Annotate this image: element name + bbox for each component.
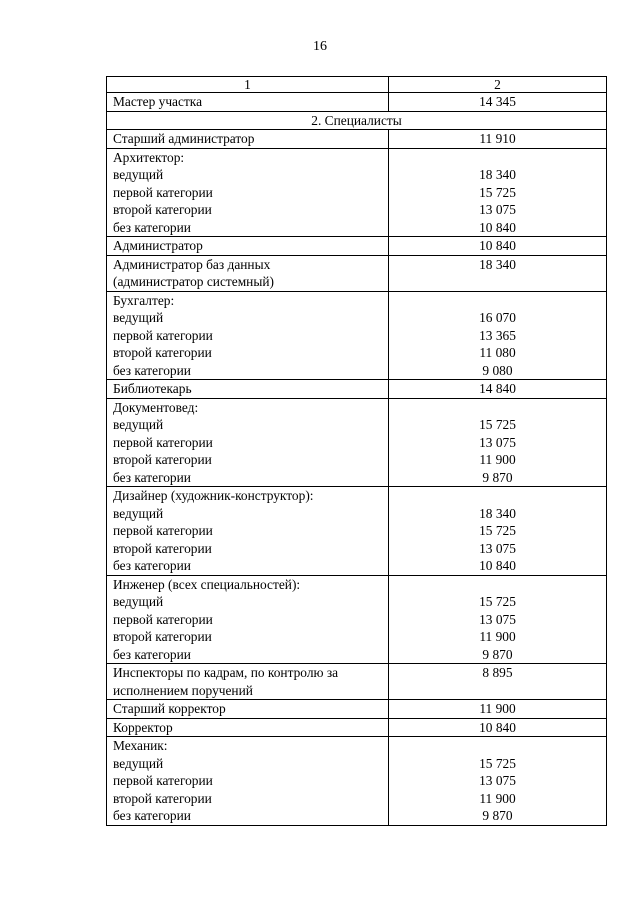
- salary-cell: [389, 700, 607, 719]
- salary-value: [389, 292, 606, 310]
- position-line: первой категории: [113, 611, 213, 627]
- table-header-row: [107, 77, 607, 93]
- salary-value: 8 895: [482, 665, 513, 680]
- salary-cell: [389, 237, 607, 256]
- header-col-1: 1: [107, 77, 389, 93]
- salary-value: 13 075: [479, 202, 516, 217]
- position-cell: [107, 398, 389, 487]
- position-cell: [107, 148, 389, 237]
- position-cell: [107, 575, 389, 664]
- section-title: 2. Специалисты: [107, 111, 607, 130]
- position-line: второй категории: [113, 345, 212, 360]
- salary-value: 11 900: [479, 701, 516, 716]
- position-line: Бухгалтер:: [113, 292, 175, 308]
- salary-value: 11 910: [479, 131, 516, 146]
- position-line: без категории: [113, 646, 191, 662]
- position-line: Механик:: [113, 738, 168, 753]
- salary-cell: [389, 130, 607, 149]
- salary-value: [389, 399, 606, 417]
- salary-value: 10 840: [479, 238, 516, 253]
- position-line: Документовед:: [113, 399, 199, 415]
- position-line: без категории: [113, 558, 191, 573]
- salary-value: 18 340: [479, 256, 516, 272]
- position-cell: [107, 130, 389, 149]
- position-cell: [107, 487, 389, 576]
- salary-value: 15 725: [479, 755, 516, 771]
- section-row: [107, 111, 607, 130]
- position-line: Мастер участка: [113, 94, 203, 109]
- position-cell: [107, 237, 389, 256]
- salary-value: 11 080: [479, 345, 516, 360]
- position-line: второй категории: [113, 540, 212, 556]
- salary-cell: [389, 148, 607, 237]
- position-line: Администратор: [113, 238, 203, 253]
- position-line: Администратор баз данных: [113, 256, 271, 272]
- salary-value: 11 900: [479, 629, 516, 644]
- position-cell: [107, 718, 389, 737]
- position-line: Инженер (всех специальностей):: [113, 576, 301, 592]
- position-cell: [107, 664, 389, 700]
- position-cell: [107, 255, 389, 291]
- position-line: второй категории: [113, 202, 212, 217]
- salary-value: 13 075: [479, 773, 516, 788]
- position-cell: [107, 93, 389, 112]
- salary-value: 14 840: [479, 381, 516, 396]
- position-line: ведущий: [113, 505, 164, 521]
- position-line: Корректор: [113, 719, 173, 735]
- position-cell: [107, 700, 389, 719]
- position-line: второй категории: [113, 629, 212, 644]
- salary-value: 9 870: [482, 646, 513, 662]
- salary-table: [106, 76, 607, 826]
- table-row: [107, 148, 607, 237]
- salary-cell: [389, 664, 607, 700]
- position-line: ведущий: [113, 755, 164, 771]
- position-line: Библиотекарь: [113, 381, 192, 396]
- salary-value: 9 080: [482, 362, 513, 378]
- salary-value: 9 870: [482, 808, 513, 823]
- position-line: без категории: [113, 808, 191, 823]
- page-number: 16: [313, 39, 327, 54]
- salary-cell: [389, 255, 607, 291]
- salary-value: [389, 487, 606, 505]
- table-row: [107, 380, 607, 399]
- table-row: [107, 255, 607, 291]
- position-line: первой категории: [113, 523, 213, 538]
- table-row: [107, 737, 607, 826]
- table-row: [107, 93, 607, 112]
- position-line: (администратор системный): [113, 274, 274, 289]
- position-line: ведущий: [113, 167, 164, 182]
- salary-value: 13 075: [479, 540, 516, 556]
- salary-cell: [389, 718, 607, 737]
- salary-value: [389, 149, 606, 167]
- position-line: первой категории: [113, 184, 213, 200]
- table-row: [107, 700, 607, 719]
- salary-value: 10 840: [479, 219, 516, 235]
- position-line: Старший корректор: [113, 701, 226, 716]
- salary-value: 10 840: [479, 558, 516, 573]
- salary-value: 10 840: [479, 719, 516, 735]
- position-line: ведущий: [113, 310, 164, 325]
- salary-value: 16 070: [479, 310, 516, 325]
- salary-value: 18 340: [479, 167, 516, 182]
- position-line: первой категории: [113, 327, 213, 343]
- salary-value: 9 870: [482, 469, 513, 485]
- salary-value: 15 725: [479, 417, 516, 432]
- salary-cell: [389, 93, 607, 112]
- position-line: ведущий: [113, 417, 164, 432]
- position-cell: [107, 291, 389, 380]
- salary-value: 15 725: [479, 184, 516, 200]
- table-row: [107, 718, 607, 737]
- position-line: исполнением поручений: [113, 682, 253, 698]
- salary-value: 14 345: [479, 94, 516, 109]
- salary-value: [389, 737, 606, 755]
- position-line: второй категории: [113, 452, 212, 467]
- table-row: [107, 575, 607, 664]
- salary-cell: [389, 575, 607, 664]
- salary-value: 18 340: [479, 505, 516, 521]
- position-line: первой категории: [113, 773, 213, 788]
- salary-value: 13 365: [479, 327, 516, 343]
- salary-value: 15 725: [479, 594, 516, 609]
- salary-cell: [389, 398, 607, 487]
- position-line: Инспекторы по кадрам, по контролю за: [113, 665, 339, 680]
- header-col-2: 2: [389, 77, 607, 93]
- position-cell: [107, 737, 389, 826]
- salary-value: 13 075: [479, 434, 516, 450]
- position-line: Старший администратор: [113, 131, 255, 146]
- table-row: [107, 664, 607, 700]
- position-line: без категории: [113, 469, 191, 485]
- position-line: без категории: [113, 362, 191, 378]
- position-line: без категории: [113, 219, 191, 235]
- position-line: первой категории: [113, 434, 213, 450]
- salary-value: 13 075: [479, 611, 516, 627]
- salary-cell: [389, 291, 607, 380]
- table-row: [107, 291, 607, 380]
- salary-cell: [389, 380, 607, 399]
- salary-value: 11 900: [479, 790, 516, 806]
- position-line: второй категории: [113, 790, 212, 806]
- salary-table-body: [107, 77, 607, 826]
- position-line: Архитектор:: [113, 149, 185, 165]
- position-line: Дизайнер (художник-конструктор):: [113, 488, 314, 503]
- table-row: [107, 130, 607, 149]
- salary-value: [389, 576, 606, 594]
- salary-cell: [389, 737, 607, 826]
- salary-value: 11 900: [479, 452, 516, 467]
- salary-value: 15 725: [479, 523, 516, 538]
- table-row: [107, 237, 607, 256]
- position-cell: [107, 380, 389, 399]
- table-row: [107, 487, 607, 576]
- position-line: ведущий: [113, 594, 164, 609]
- salary-cell: [389, 487, 607, 576]
- table-row: [107, 398, 607, 487]
